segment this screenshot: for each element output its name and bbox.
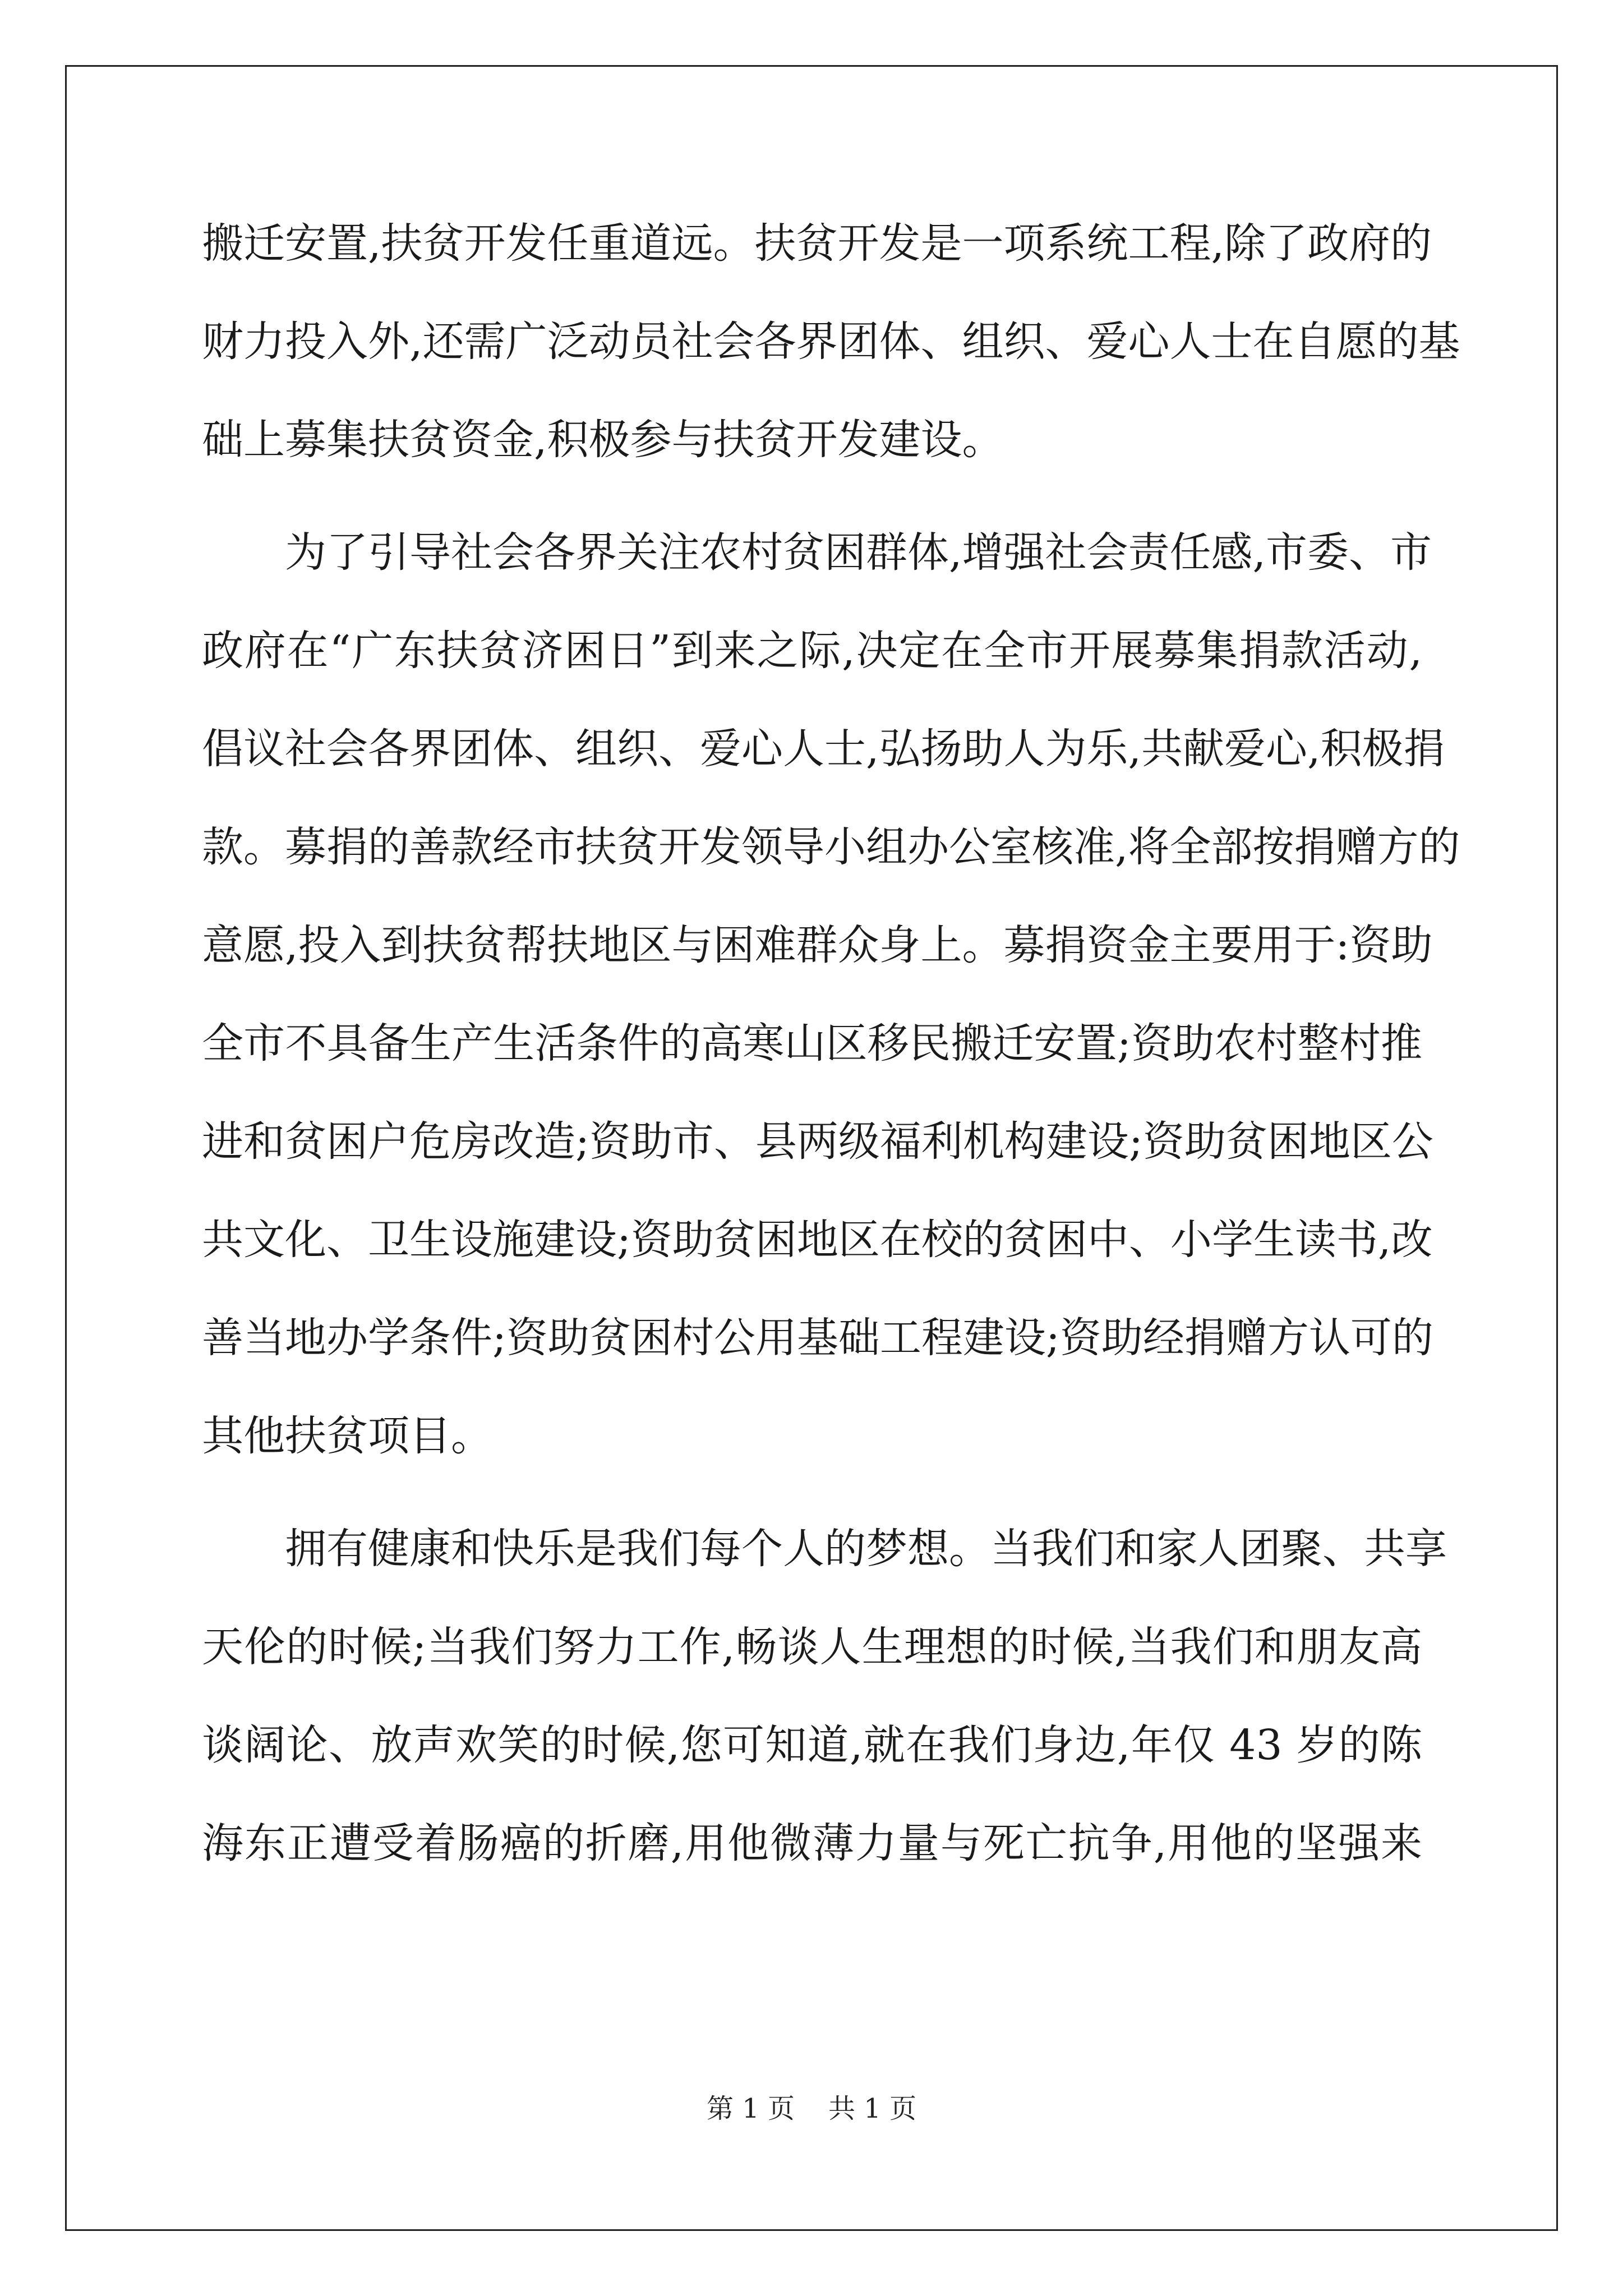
page-number: 第 1 页 <box>706 2093 795 2124</box>
text-line: 其他扶贫项目。 <box>202 1412 492 1460</box>
paragraph <box>202 1500 1447 1893</box>
text-line: 谈阔论、放声欢笑的时候,您可知道,就在我们身边,年仅 43 岁的陈 <box>202 1721 1422 1769</box>
text-line: 础上募集扶贫资金,积极参与扶贫开发建设。 <box>202 416 1004 464</box>
text-line: 意愿,投入到扶贫帮扶地区与困难群众身上。募捐资金主要用于:资助 <box>202 921 1433 969</box>
text-line: 进和贫困户危房改造;资助市、县两级福利机构建设;资助贫困地区公 <box>202 1117 1433 1166</box>
page-total: 共 1 页 <box>828 2093 917 2124</box>
page-footer <box>0 2087 1623 2125</box>
text-line: 政府在“广东扶贫济困日”到来之际,决定在全市开展募集捐款活动, <box>202 627 1422 675</box>
text-line: 款。募捐的善款经市扶贫开发领导小组办公室核准,将全部按捐赠方的 <box>202 823 1460 871</box>
text-line: 海东正遭受着肠癌的折磨,用他微薄力量与死亡抗争,用他的坚强来 <box>202 1819 1422 1867</box>
text-line: 拥有健康和快乐是我们每个人的梦想。当我们和家人团聚、共享 <box>285 1525 1447 1573</box>
paragraph <box>202 504 1460 1485</box>
paragraph <box>202 195 1460 489</box>
text-line: 天伦的时候;当我们努力工作,畅谈人生理想的时候,当我们和朋友高 <box>202 1623 1422 1671</box>
text-line: 财力投入外,还需广泛动员社会各界团体、组织、爱心人士在自愿的基 <box>202 318 1460 366</box>
text-line: 搬迁安置,扶贫开发任重道远。扶贫开发是一项系统工程,除了政府的 <box>202 219 1432 268</box>
text-line: 为了引导社会各界关注农村贫困群体,增强社会责任感,市委、市 <box>285 528 1432 577</box>
text-line: 共文化、卫生设施建设;资助贫困地区在校的贫困中、小学生读书,改 <box>202 1216 1433 1264</box>
text-line: 全市不具备生产生活条件的高寒山区移民搬迁安置;资助农村整村推 <box>202 1019 1422 1068</box>
text-line: 善当地办学条件;资助贫困村公用基础工程建设;资助经捐赠方认可的 <box>202 1314 1433 1362</box>
document-body <box>202 195 1460 1893</box>
text-line: 倡议社会各界团体、组织、爱心人士,弘扬助人为乐,共献爱心,积极捐 <box>202 725 1445 773</box>
